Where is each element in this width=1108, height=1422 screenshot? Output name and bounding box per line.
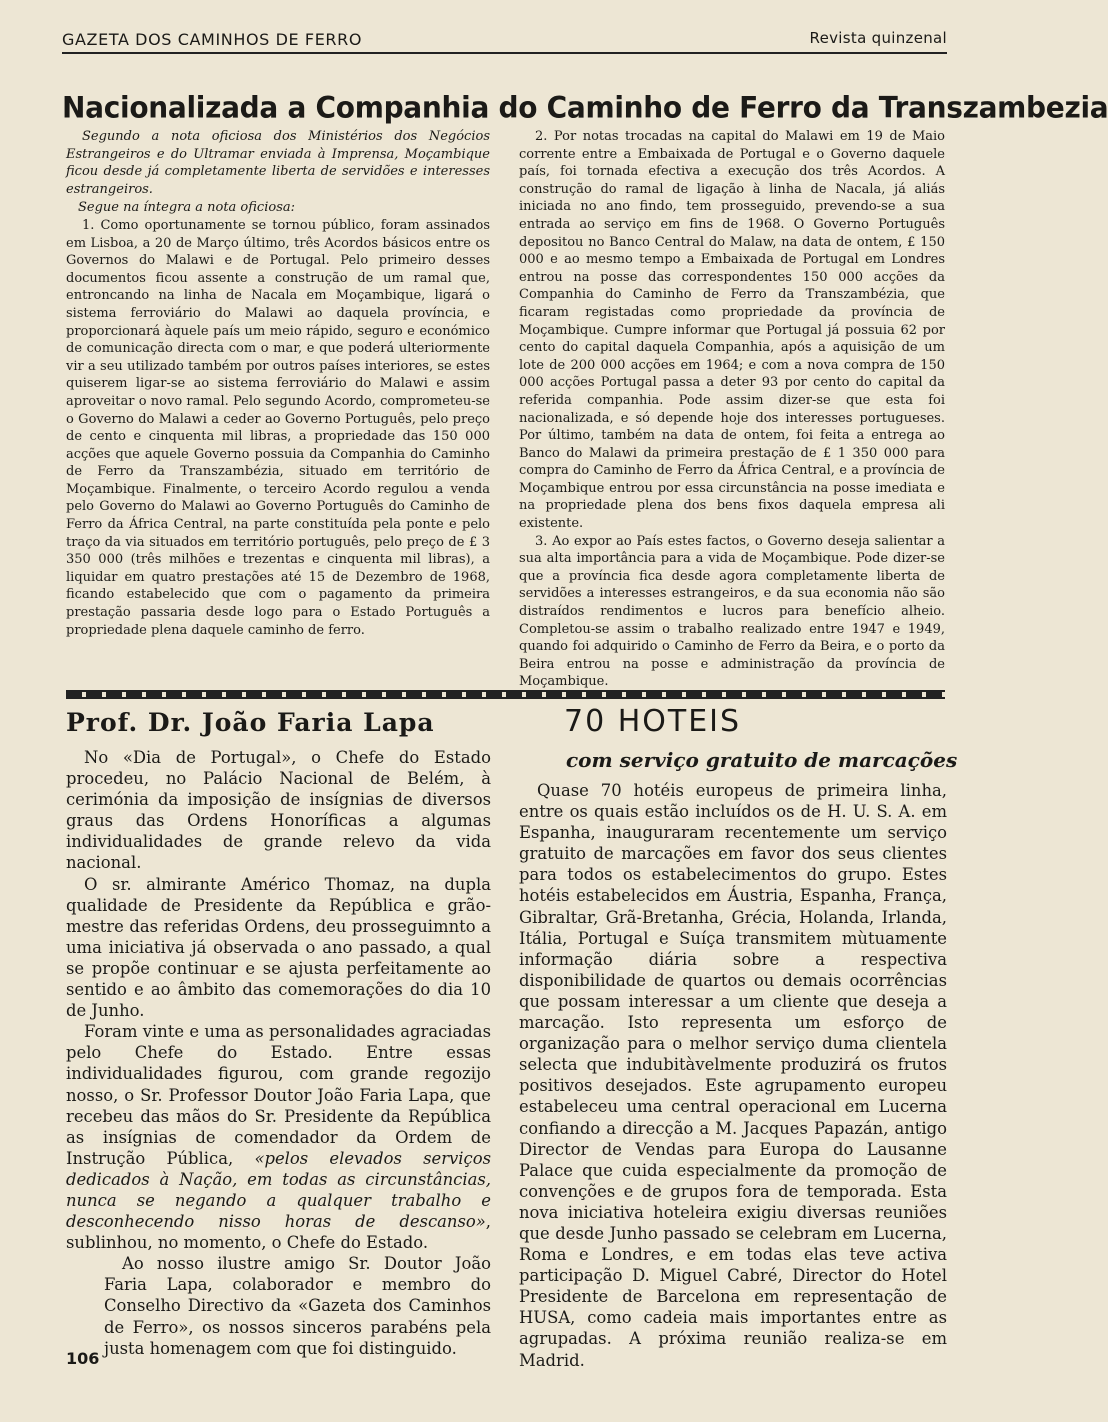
article-transzambezia-column-right <box>519 128 945 691</box>
faria-lapa-paragraph-3-start: Foram vinte e uma as personalidades agraciadas pelo Chefe do Estado. Entre essas individualidades figurou, com grande regozijo nosso, o Sr. Professor Doutor João Faria Lapa, que recebeu das mãos do Sr. Presidente da República as insígnias de comendador da Ordem de Instrução Pública, <box>66 1022 491 1168</box>
article-paragraph-3: 3. Ao expor ao País estes factos, o Governo deseja salientar a sua alta importância para a vida de Moçambique. Pode dizer-se que a província fica desde agora completamente liberta de servidões a interesses estrangeiros, e da sua economia não são distraídos rendimentos e lucros para benefício alheio. Completou-se assim o trabalho realizado entre 1947 e 1949, quando foi adquirido o Caminho de Ferro da Beira, e o porto da Beira entrou na posse e administração da província de Moçambique. <box>519 533 945 690</box>
faria-lapa-paragraph-3-end: , sublinhou, no momento, o Chefe do Estado. <box>66 1212 491 1253</box>
article-faria-lapa-body <box>66 747 491 1359</box>
article-hotels-body <box>519 780 947 1371</box>
page-number: 106 <box>66 1349 100 1368</box>
publication-name: GAZETA DOS CAMINHOS DE FERRO <box>62 30 363 49</box>
faria-lapa-paragraph-4: Ao nosso ilustre amigo Sr. Doutor João Faria Lapa, colaborador e membro do Conselho Directivo da «Gazeta dos Caminhos de Ferro», os nossos sinceros parabéns pela justa homenagem com que foi distinguido. <box>104 1254 491 1358</box>
section-divider <box>66 690 945 699</box>
faria-lapa-quote: «pelos elevados serviços dedicados à Nação, em todas as circunstâncias, nunca se negando a qualquer trabalho e desconhecendo nisso horas de descanso» <box>66 1148 491 1232</box>
faria-lapa-paragraph-1: No «Dia de Portugal», o Chefe do Estado procedeu, no Palácio Nacional de Belém, à cerimónia da imposição de insígnias de diversos graus das Ordens Honoríficas a algumas individualidades de grande relevo da vida nacional. <box>66 748 491 873</box>
faria-lapa-paragraph-2: O sr. almirante Américo Thomaz, na dupla qualidade de Presidente da República e grão-mestre das referidas Ordens, deu prosseguimnto a uma iniciativa já observada o ano passado, a qual se propõe continuar e se ajusta perfeitamente ao sentido e ao âmbito das comemorações do dia 10 de Junho. <box>66 874 491 1021</box>
faria-lapa-paragraph-3 <box>66 1021 491 1253</box>
article-paragraph-1: 1. Como oportunamente se tornou público, foram assinados em Lisboa, a 20 de Março último, três Acordos básicos entre os Governos do Malawi e de Portugal. Pelo primeiro desses documentos ficou assente a construção de um ramal que, entroncando na linha de Nacala em Moçambique, ligará o sistema ferroviário do Malawi ao daquela província, e proporcionará àquele país um meio rápido, seguro e económico de comunicação directa com o mar, e que poderá ulteriormente vir a seu utilizado também por outros países interiores, se estes quiserem ligar-se ao sistema ferroviário do Malawi e assim aproveitar o novo ramal. Pelo segundo Acordo, comprometeu-se o Governo do Malawi a ceder ao Governo Português, pelo preço de cento e cinquenta mil libras, a propriedade das 150 000 acções que aquele Governo possuia da Companhia do Caminho de Ferro da Transzambézia, situado em território de Moçambique. Finalmente, o terceiro Acordo regulou a venda pelo Governo do Malawi ao Governo Português do Caminho de Ferro da África Central, na parte constituída pela ponte e pelo traço da via situados em território português, pelo preço de £ 3 350 000 (três milhões e trezentas e cinquenta mil libras), a liquidar em quatro prestações até 15 de Dezembro de 1968, ficando estabelecido que com o pagamento da primeira prestação passaria desde logo para o Estado Português a propriedade plena daquele caminho de ferro. <box>66 217 490 638</box>
article-paragraph-2: 2. Por notas trocadas na capital do Malawi em 19 de Maio corrente entre a Embaixada de Portugal e o Governo daquele país, foi tornada efectiva a execução dos três Acordos. A construção do ramal de ligação à linha de Nacala, já aliás iniciada no ano findo, tem prosseguido, prevendo-se a sua entrada ao serviço em fins de 1968. O Governo Português depositou no Banco Central do Malaw, na data de ontem, £ 150 000 e ao mesmo tempo a Embaixada de Portugal em Londres entrou na posse das correspondentes 150 000 acções da Companhia do Caminho de Ferro da Transzambézia, que ficaram registadas como propriedade da província de Moçambique. Cumpre informar que Portugal já possuia 62 por cento do capital daquela Companhia, após a aquisição de um lote de 200 000 acções em 1964; e com a nova compra de 150 000 acções Portugal passa a deter 93 por cento do capital da referida companhia. Pode assim dizer-se que esta foi nacionalizada, e só depende hoje dos interesses portugueses. Por último, também na data de ontem, foi feita a entrega ao Banco do Malawi da primeira prestação de £ 1 350 000 para compra do Caminho de Ferro da África Central, e a província de Moçambique entrou por essa circunstância na posse imediata e na propriedade plena dos bens fixos daquela empresa ali existente. <box>519 129 945 532</box>
article-lead-intro: Segue na íntegra a nota oficiosa: <box>78 200 295 216</box>
article-subtitle-hotels: com serviço gratuito de marcações <box>566 748 958 772</box>
article-lead: Segundo a nota oficiosa dos Ministérios dos Negócios Estrangeiros e do Ultramar enviada à Imprensa, Moçambique ficou desde já completamente liberta de servidões e interesses estrangeiros. <box>66 129 490 197</box>
article-title-transzambezia: Nacionalizada a Companhia do Caminho de Ferro da Transzambezia <box>62 90 1108 125</box>
article-title-hotels: 70 HOTEIS <box>564 704 742 739</box>
running-header <box>62 26 947 54</box>
publication-frequency: Revista quinzenal <box>809 29 947 47</box>
article-title-faria-lapa: Prof. Dr. João Faria Lapa <box>66 708 435 737</box>
hotels-paragraph: Quase 70 hotéis europeus de primeira linha, entre os quais estão incluídos os de H. U. S. A. em Espanha, inauguraram recentemente um serviço gratuito de marcações em favor dos seus clientes para todos os estabelecimentos do grupo. Estes hotéis estabelecidos em Áustria, Espanha, França, Gibraltar, Grã-Bretanha, Grécia, Holanda, Irlanda, Itália, Portugal e Suíça transmitem mùtuamente informação diária sobre a respectiva disponibilidade de quartos ou demais ocorrências que possam interessar a um cliente que deseja a marcação. Isto representa um esforço de organização para o melhor serviço duma clientela selecta que indubitàvelmente produzirá os frutos positivos desejados. Este agrupamento europeu estabeleceu uma central operacional em Lucerna confiando a direcção a M. Jacques Papazán, antigo Director de Vendas para Europa do Lausanne Palace que cuida especialmente da promoção de convenções e de grupos fora de temporada. Esta nova iniciativa hoteleira exigiu diversas reuniões que desde Junho passado se celebram em Lucerna, Roma e Londres, e em todas elas teve activa participação D. Miguel Cabré, Director do Hotel Presidente de Barcelona em representação de HUSA, como cadeia mais importantes entre as agrupadas. A próxima reunião realiza-se em Madrid. <box>519 781 947 1370</box>
article-transzambezia-column-left <box>66 128 490 639</box>
